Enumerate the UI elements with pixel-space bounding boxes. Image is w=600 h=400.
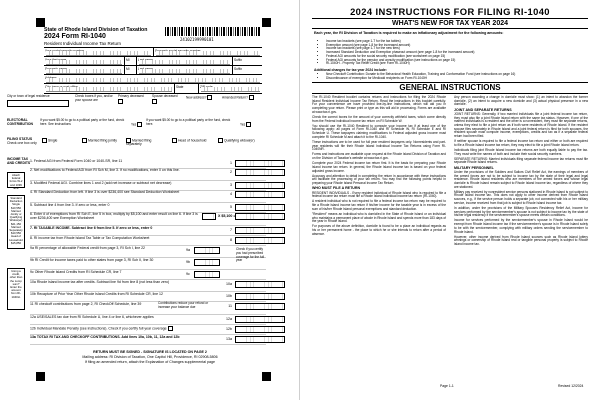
list-item: • Discontinuance of exemption for Medicaid recipients on Form RI-1040H [326, 77, 588, 81]
list-item: • Federal AGI amounts for the pension and annuity modification (see instructions on page 15) [326, 59, 588, 63]
paragraph: Under the provisions of the Soldiers and Sailors Civil Relief Act, the earnings of members of the armed forces are not to be subject to income tax by the state of their legal and legal residence. Rhode Island residents who are members of the armed forces and whose legal domicile is Rhode Island remain subject to Rhode Island income tax, regardless of where they are stationed. [454, 169, 588, 189]
form-title-block [44, 27, 164, 46]
electoral-label: ELECTORAL CONTRIBUTION [7, 118, 33, 126]
zip-field[interactable] [198, 84, 262, 93]
city-row [44, 83, 262, 94]
line-11-input[interactable] [235, 303, 285, 310]
registration-mark [36, 372, 45, 381]
list-item: • Income tax brackets (see page 1-T for the tax tables) [326, 40, 588, 44]
electoral-spouse-text: If you want $5.00 to go to a political party or the fund, check here. [146, 118, 231, 126]
paragraph: Complete your 2024 Federal income tax return first. It is the basis for preparing your Rhode Island income tax return. In general, the Rhode Island income tax is based on your federal adjusted gross income. [312, 161, 446, 173]
paragraph: For purposes of the above definition, domicile is found to be a place an individual regards as his or her permanent home - the place to which he or she intends to return after a period of absence. [312, 224, 446, 236]
revised-date: Revised 12/2024 [558, 384, 584, 388]
amended-checkbox[interactable] [249, 95, 254, 100]
filing-married-separately[interactable]: Married filing separately [126, 138, 152, 147]
electoral-text: If you want $5.00 to go to a political party or the fund, check here. See instructions [40, 118, 125, 126]
new-address-option: New address? [186, 95, 214, 100]
filing-single[interactable]: Single [42, 138, 72, 143]
whats-new-banner: WHAT'S NEW FOR TAX YEAR 2024 [312, 18, 588, 29]
line-12a-input[interactable] [235, 316, 285, 323]
list-item: • Exemption amount (see page 1-8 for the increased amount) [326, 44, 588, 48]
additional-changes-heading: Additional changes for tax year 2024 include: [314, 68, 387, 72]
list-item: • Federal AGI amounts for the social security modification (see worksheet on page 15) [326, 55, 588, 59]
line-9b: 9b RI Credit for income taxes paid to other states from page 3, RI Sch II, line 30 9b [30, 258, 266, 270]
line-8: 8. RI income tax from Rhode Island Tax Table or Tax Computation Worksheet 8 [30, 236, 266, 246]
line-13a-input[interactable] [235, 336, 285, 343]
list-item: • Increased Standard Deduction and Exemption phaseout amount (see page 1-8 for the increased amount) [326, 51, 588, 55]
paragraph: In addition, under the provisions of the Military Spouses Residency Relief Act, income for services performed by the servicemember's spouse is not subject to income tax by the state of his/her legal residency if the servicemember's spouse meets certain conditions. [454, 205, 588, 218]
line-10b-input[interactable] [235, 293, 285, 300]
standard-deduction-box: Standard Deduction Single $10,550 Married Jointly or Qualifying Widow(er) $21,150 Married Separately $10,550 Head of Household $15,850 [7, 195, 25, 249]
line-11-note: Contributions reduce your refund or increase your balance due [158, 301, 209, 309]
line-4-input[interactable] [235, 191, 285, 198]
credit-note-box: Using a credit, other than the Lump sum? Enter the amount from RI-1040H. [7, 268, 25, 310]
spouse-suffix-field[interactable]: Suffix [232, 66, 262, 75]
instructions-right-column [454, 96, 588, 248]
income-tax-label: INCOME TAX AND CREDITS [7, 157, 31, 165]
line-1: 1. Federal AGI from Federal Form 1040 or 1040-SR, line 11 1 [30, 159, 266, 169]
signature-notice: RETURN MUST BE SIGNED - SIGNATURE IS LOCATED ON PAGE 2 [93, 350, 207, 354]
mailing-address: Mailing address: RI Division of Taxation, One Capitol Hill, Providence, RI 02908-5806 [82, 355, 218, 359]
paragraph: Individuals filing joint Rhode Island income tax returns are both equally liable to pay the tax. They must write the names of both and include their social security numbers. [454, 147, 588, 156]
line-6: 6. Enter # of exemptions from RI Sch E, line 5 in box, multiply by $5,100 and enter result on line 6. If line 3 is over $236,400 see Exemption Worksheet X $5,100 = [30, 212, 266, 226]
coverage-note: Check if you certify you had prescribed coverage for the full year [236, 247, 264, 263]
list-item: • New Checkoff Contribution: Donate to the Behavioral Health Education, Training and Conformation Fund (see instructions on page 16) [326, 73, 588, 77]
amended-note: If filing an amended return, attach the Explanation of Changes supplemental page [84, 360, 216, 364]
line-9b-input[interactable] [194, 259, 220, 266]
form-subtitle: Resident Individual Income Tax Return [44, 41, 121, 46]
adjustments-list [322, 40, 588, 66]
paragraph: A resident individual who is not required to file a federal income tax return may be required to file a Rhode Island income tax return if his/her income for the taxable year is in excess of the sum of his/her Rhode Island personal exemptions and standard deduction. [312, 199, 446, 211]
instructions-title: 2024 INSTRUCTIONS FOR FILING RI-1040 [350, 6, 550, 17]
line-2-input[interactable] [235, 169, 285, 176]
mi-field[interactable]: MI [124, 57, 136, 66]
filing-head-of-household[interactable]: Head of household [172, 138, 208, 143]
paragraph: The RI-1040 Resident booklet contains returns and instructions for filing the 2024 Rhode Island Resident Individual Income Tax Return. Read the instructions in this booklet carefully. For your convenience we have provided line-by-line instructions, which will aid you in completing your return. Please print or type as this will aid in processing. Forms are available at www.tax.ri.gov. [312, 95, 446, 114]
line-7-input[interactable] [235, 227, 285, 234]
electoral-spouse-checkbox[interactable] [246, 122, 251, 127]
registration-mark [262, 372, 271, 381]
city-legal-residence-field[interactable] [7, 100, 69, 107]
paragraph: Check the correct boxes for the amount of your correctly withheld taxes, which come directly from the Federal individual income tax return on RI Schedule W. [312, 114, 446, 123]
electoral-yes-spouse: Yes [240, 122, 251, 127]
line-10a-input[interactable] [235, 281, 285, 288]
spouse-mi-field[interactable]: MI [124, 66, 136, 75]
line-13a: 13a TOTAX RI TAX AND CHECKOFF CONTRIBUTIONS. Add lines 10a, 10b, 11, 12a and 12b 13a [30, 335, 266, 345]
line-12b-input[interactable] [235, 326, 285, 333]
line-9c: 9c Other Rhode Island Credits from RI Schedule CR, line 7 9c [30, 270, 266, 280]
line-6-input[interactable] [235, 213, 285, 220]
barcode [165, 27, 260, 36]
line-10b: 10b Recapture of Prior Year Other Rhode Island Credits from RI Schedule CR, line 12 10b [30, 292, 266, 302]
agency-name: State of Rhode Island Division of Taxation [44, 27, 148, 33]
electoral-yes-you: Yes [131, 122, 142, 127]
line-12a: 12a USE/SALES tax due from RI Schedule U, line 4 or line 6, whichever applies 12a [30, 315, 266, 325]
page-number: Page 1-1 [440, 384, 454, 388]
filing-qualifying-widow[interactable]: Qualifying widow(er) [218, 138, 258, 143]
line-5: 5. Subtract line 4 from line 3. If zero or less, enter 0 5 [30, 203, 266, 213]
whats-new-intro: Each year, the RI Division of Taxation is required to make an inflationary adjustment for the following amounts: [314, 31, 504, 35]
line-5-input[interactable] [235, 204, 285, 211]
suffix-field[interactable]: Suffix [232, 57, 262, 66]
line-3-input[interactable] [235, 182, 285, 189]
primary-deceased-option: Primary deceased [118, 95, 146, 104]
exemptions-count-input[interactable] [202, 213, 216, 220]
paragraph: Military pay received by nonresident service persons stationed in Rhode Island is not subject to Rhode Island income tax. This does not apply to other income derived from Rhode Island sources, e.g., if the service person holds a separate job, not connected with his or her military service, income received from that job is subject to Rhode Island income tax. [454, 189, 588, 205]
attach-forms-box: Attach federal forms W-2 and 1099 here. [7, 172, 25, 188]
list-item: • RI-1040H - Property Tax Relief Credit (see Form RI-1040H) [326, 62, 588, 66]
paragraph: SEPARATE RETURNS: Married individuals filing separate federal income tax returns must file separate Rhode Island returns. [454, 156, 588, 165]
amended-return-option: Amended Return? [222, 95, 258, 100]
paragraph: Any person awarding a change in domicile must show: (1) an intent to abandon the former domicile, (2) an intent to acquire a new domicile and (3) actual physical presence in a new domicile. [454, 95, 588, 107]
line-8-input[interactable] [235, 237, 285, 244]
section-heading: WHO MUST FILE A RETURN [312, 186, 361, 191]
line-1-input[interactable] [235, 160, 285, 167]
check-intro: Check boxes if you, and/or your spouse are [75, 94, 113, 102]
line-4: 4. RI Standard Deduction from left. If line 3 is over $236,400 see Standard Deduction Worksheet 4 [30, 190, 266, 203]
city-field[interactable] [44, 84, 174, 93]
registration-mark [36, 18, 45, 27]
paragraph: "Resident" means an individual who is domiciled in the State of Rhode Island or an individual who maintains a permanent place of abode in Rhode Island and spends more than 183 days of the year in Rhode Island. [312, 211, 446, 224]
spouse-deceased-checkbox[interactable] [152, 99, 157, 104]
paragraph: Forms and instructions are available upon request at the Rhode Island Division of Taxation and on the Division of Taxation's website at www.tax.ri.gov. [312, 152, 446, 161]
paragraph: Income for services performed by the servicemember's spouse in Rhode Island would be exempt from Rhode Island income tax if the servicemember's spouse is in Rhode Island solely to be with the servicemember, complying with military orders sending the servicemember to Rhode Island. [454, 218, 588, 234]
filing-status-label: FILING STATUS Check one box only [7, 137, 37, 145]
paragraph: If neither spouse is required to file a federal income tax return and either or both are required to file a Rhode Island income tax return, they may elect to file a joint Rhode Island return. [454, 139, 588, 147]
full-year-coverage-checkbox[interactable] [168, 326, 173, 331]
barcode-number: 24102199990101 [180, 37, 214, 42]
line-12b: 12b Individual Mandate Penalty (see instructions). Check if you certify full year coverage 12b [30, 325, 266, 335]
additional-changes-list [322, 73, 588, 80]
registration-mark [262, 18, 271, 27]
paragraph: These instructions are to be used for full year resident taxpayers only. Nonresidents and part-year residents will file their Rhode Island Individual Income Tax Returns using Form RI-1040NR. [312, 139, 446, 152]
filing-married-jointly[interactable]: Married filing jointly [82, 138, 118, 143]
primary-deceased-checkbox[interactable] [118, 99, 123, 104]
list-item: • Income tax brackets (see page 1-T for the new tiers) [326, 47, 588, 51]
state-field[interactable]: State [174, 84, 198, 93]
city-legal-residence-label: City or town of legal residence [7, 94, 50, 98]
paragraph: JOINT RETURNS: Generally, if two married individuals file a joint federal income tax return, they must also file a joint Rhode Island return with the same tax status. However, if one of the married individuals is a resident and the other is a nonresident, they must file separate returns, unless they elect to file a joint return as if both were residents of Rhode Island. If the resident spouse files separately in Rhode Island and a joint federal return is filed for both spouses, the resident spouse must compute income, exemptions, credits and tax as if a separate federal return had been filed. [454, 111, 588, 139]
line-3: 3. Modified Federal AGI. Combine lines 1 and 2 (add net increase or subtract net decrease) 3 [30, 181, 266, 191]
line-7: 7. RI TAXABLE INCOME. Subtract line 6 from line 5. If zero or less, enter 0 7 [30, 226, 266, 236]
electoral-you-checkbox[interactable] [137, 122, 142, 127]
general-instructions-banner: GENERAL INSTRUCTIONS [312, 82, 588, 94]
section-heading: JOINT AND SEPARATE RETURNS [454, 107, 512, 112]
paragraph: RESIDENT INDIVIDUALS - Every resident individual of Rhode Island who is required to file a federal income tax return must file a Rhode Island individual income tax return (RI-1040). [312, 190, 446, 199]
instructions-left-column [312, 96, 446, 238]
line-9c-input[interactable] [194, 271, 220, 278]
spouse-deceased-option: Spouse deceased [152, 95, 178, 104]
line-10a: 10a Rhode Island income tax after credits. Subtract line 9d from line 8 (not less than zero) 10a [30, 280, 266, 292]
line-9a: 9a RI percentage of allowable Federal credit from page 3, RI Sch I, line 22 9a [30, 246, 266, 258]
form-title: 2024 Form RI-1040 [44, 33, 106, 40]
line-9a-input[interactable] [194, 247, 220, 254]
section-heading: MILITARY PERSONNEL [454, 165, 494, 170]
line-11: 11 RI checkoff contributions from page 2, RI CheckOff Schedule, line 39 Contributions reduce your refund or increase your balance due 11 [30, 302, 266, 315]
new-address-checkbox[interactable] [207, 95, 212, 100]
line-2: 2. Net modifications to Federal AGI from RI Sch M, line 3. If no modifications, enter 0 on this line. 2 [30, 168, 266, 181]
paragraph: However, other income derived from Rhode Island sources such as Rhode Island lottery winnings or ownership of Rhode Island real or tangible personal property is subject to Rhode Island income tax. [454, 234, 588, 247]
instructions-page [300, 0, 600, 400]
paragraph: You should use the RI-1040 Resident to compute your income tax if at least one of the following apply: all pages of Form RI-1040 and RI Schedule W, RI Schedule E and RI Schedule U. These taxpayers claiming modifications to Federal adjusted gross income must complete RI Schedule M and attach it to the RI-1040. [312, 123, 446, 139]
paragraph: Accuracy and attention to detail in completing the return in accordance with these instructions will facilitate the processing of your tax return. You may find the following points helpful in preparing your Rhode Island Personal Income Tax Return. [312, 173, 446, 186]
